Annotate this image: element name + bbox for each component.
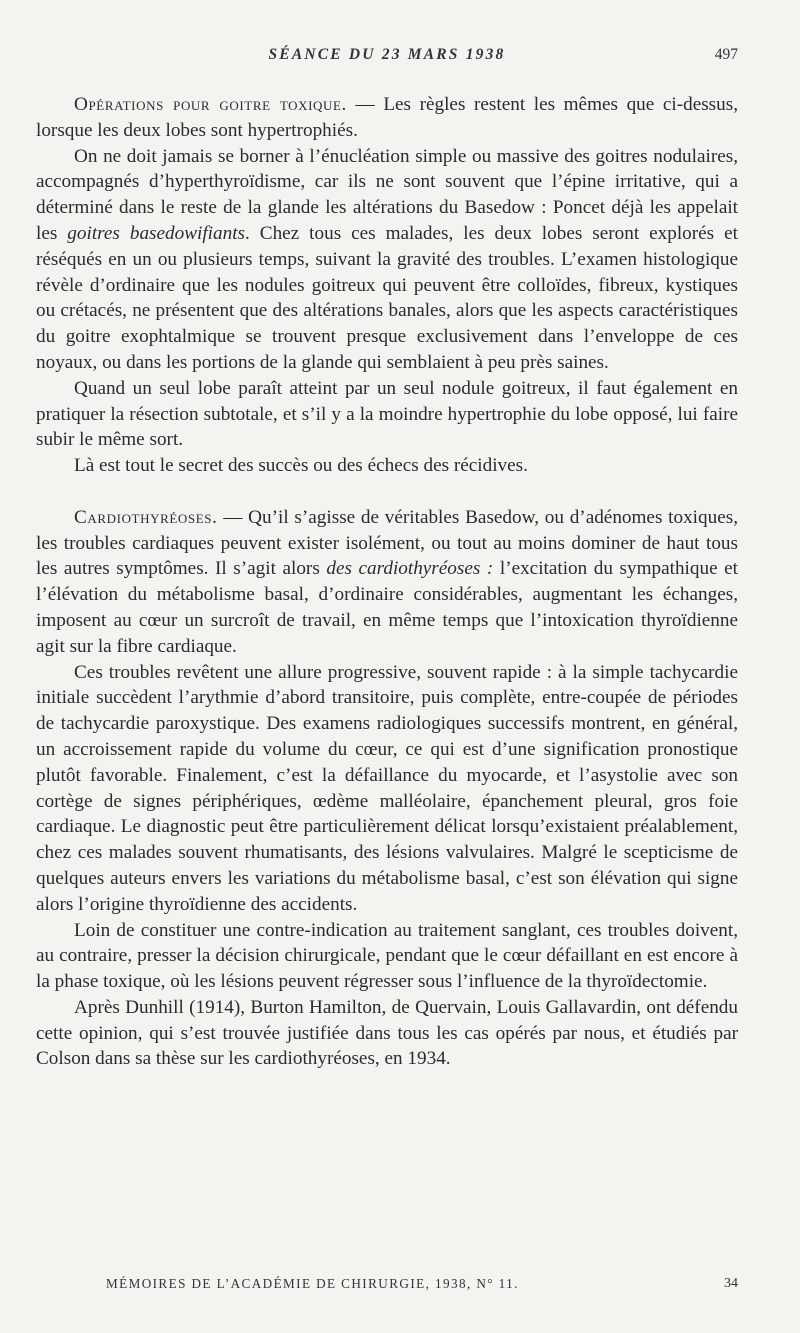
italic-term: des cardiothyréoses :	[326, 558, 494, 580]
paragraph-contre-indication	[36, 918, 738, 995]
section-heading-cardiothyreoses: Cardiothyréoses.	[74, 506, 218, 528]
paragraph-cardiothyreoses	[36, 505, 738, 660]
paragraph-text: Après Dunhill (1914), Burton Hamilton, de Quervain, Louis Gallavardin, ont défendu cette opinion, qui s’est trouvée justifiée dans tous les cas opérés par nous, et étudiés par Colson dans sa thèse sur les cardiothyréoses, en 1934.	[36, 996, 738, 1070]
paragraph-references	[36, 995, 738, 1072]
paragraph-single-lobe	[36, 376, 738, 453]
body-text	[36, 92, 738, 1072]
paragraph-text: — Qu’il s’agisse de véritables Basedow, ou d’adénomes toxiques, les troubles cardiaques peuvent exister isolément, ou tout au moins dominer de haut tous les autres symptômes. Il s’agit alors	[36, 506, 738, 580]
paragraph-text: Ces troubles revêtent une allure progressive, souvent rapide : à la simple tachycardie initiale succèdent l’arythmie d’abord transitoire, puis complète, entre-coupée de périodes de tachycardie paroxystique. Des examens radiologiques successifs montrent, en général, un accroissement rapide du volume du cœur, ce qui est d’une signification pronostique plutôt favorable. Finalement, c’est la défaillance du myocarde, et l’asystolie avec son cortège de signes périphériques, œdème malléolaire, épanchement pleural, gros foie cardiaque. Le diagnostic peut être particulièrement délicat lorsqu’existaient préalablement, chez ces malades souvent rhumatisants, des lésions valvulaires. Malgré le scepticisme de quelques auteurs envers les variations du métabolisme basal, c’est son élévation qui signe alors l’origine thyroïdienne des accidents.	[36, 661, 738, 915]
paragraph-text: — Les règles restent les mêmes que ci-dessus, lorsque les deux lobes sont hypertrophiés.	[36, 94, 739, 141]
paragraph-troubles	[36, 660, 738, 918]
running-head: SÉANCE DU 23 MARS 1938	[268, 46, 506, 63]
italic-term: goitres basedowifiants	[67, 222, 245, 244]
paragraph-text: l’excitation du sympathique et l’élévation du métabolisme basal, d’ordinaire considérables, augmentant les échanges, imposent au cœur un surcroît de travail, en même temps que l’intoxication thyroïdienne agit sur la fibre cardiaque.	[36, 558, 739, 657]
paragraph-text: Loin de constituer une contre-indication au traitement sanglant, ces troubles doivent, au contraire, presser la décision chirurgicale, pendant que le cœur défaillant en est encore à la phase toxique, où les lésions peuvent régresser sous l’influence de la thyroïdectomie.	[36, 919, 738, 993]
footer-title: MÉMOIRES DE L’ACADÉMIE DE CHIRURGIE, 1938, N° 11.	[106, 1276, 519, 1291]
section-heading-operations: Opérations pour goitre toxique.	[74, 94, 347, 115]
signature-mark: 34	[724, 1276, 738, 1291]
paragraph-operations	[36, 92, 738, 144]
paragraph-nodular-goitres	[36, 144, 738, 376]
page-number: 497	[714, 46, 738, 63]
paragraph-secret	[36, 453, 738, 479]
paragraph-text: Quand un seul lobe paraît atteint par un seul nodule goitreux, il faut également en pratiquer la résection subtotale, et s’il y a la moindre hypertrophie du lobe opposé, lui faire subir le même sort.	[36, 377, 738, 451]
page-footer	[36, 1276, 738, 1298]
paragraph-text: Là est tout le secret des succès ou des échecs des récidives.	[74, 455, 528, 477]
page-header	[36, 46, 738, 74]
paragraph-text: On ne doit jamais se borner à l’énucléation simple ou massive des goitres nodulaires, accompagnés d’hyperthyroïdisme, car ils ne sont souvent que l’épine irritative, qui a déterminé dans le reste de la glande les altérations du Basedow : Poncet déjà les appelait les	[36, 145, 738, 244]
paragraph-text: . Chez tous ces malades, les deux lobes seront explorés et réséqués en un ou plusieurs temps, suivant la gravité des troubles. L’examen histologique révèle d’ordinaire que les nodules goitreux qui peuvent être colloïdes, fibreux, kystiques ou crétacés, ne présentent que des altérations banales, alors que les aspects caractéristiques du goitre exophtalmique se trouvent presque exclusivement dans l’enveloppe de ces noyaux, ou dans les portions de la glande qui semblaient à peu près saines.	[36, 222, 738, 373]
